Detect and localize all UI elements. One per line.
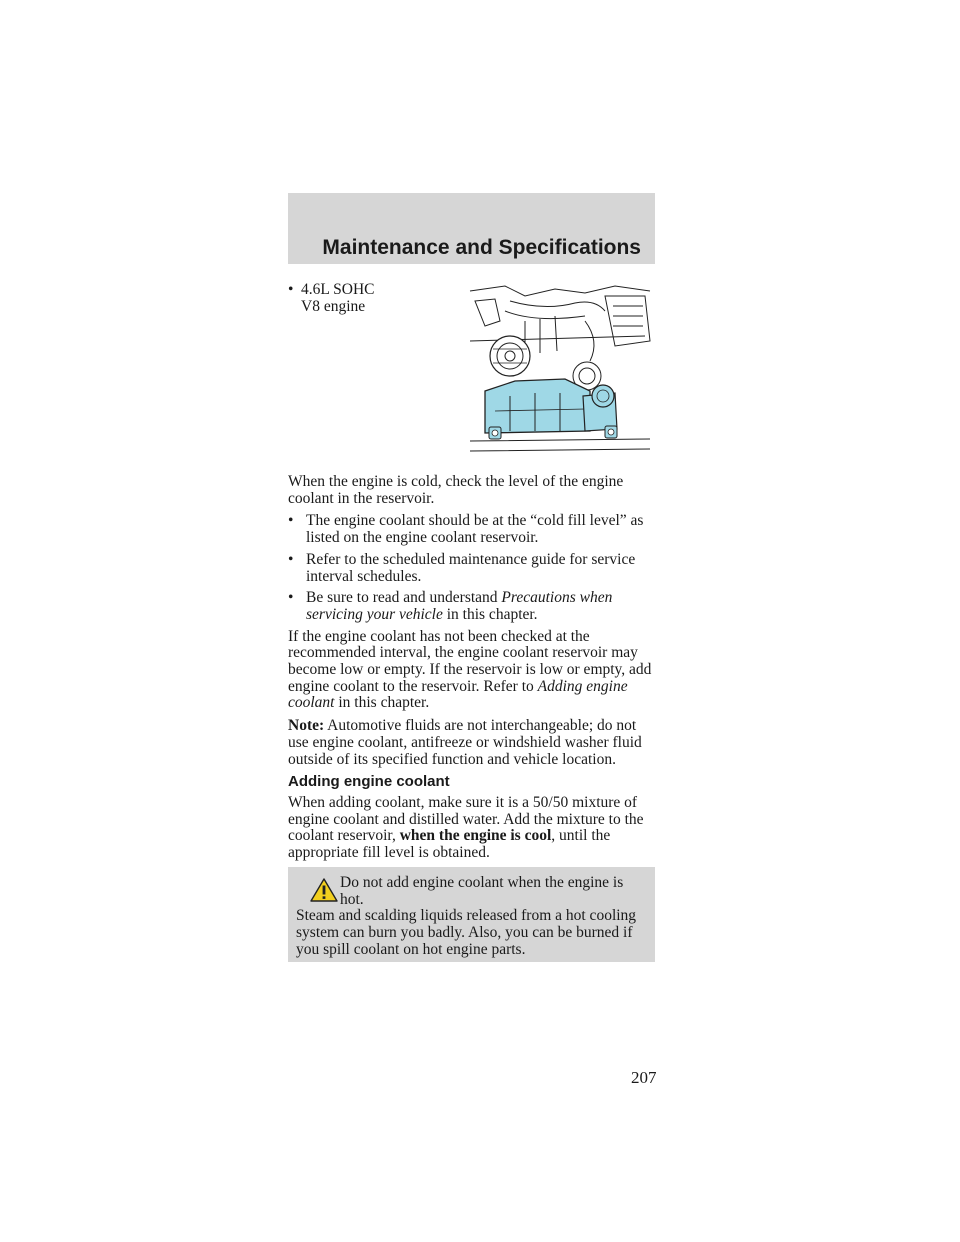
bullet-text: Be sure to read and understand bbox=[306, 589, 502, 607]
bullet-dot: • bbox=[288, 589, 294, 607]
paragraph-suffix: in this chapter. bbox=[334, 694, 430, 712]
body-text bbox=[288, 474, 655, 868]
low-coolant-paragraph bbox=[288, 629, 655, 713]
section-header bbox=[288, 193, 655, 264]
warning-rest: Steam and scalding liquids released from a hot cooling system can burn you badly. Also, you can be burned if you spill coolant on hot engine parts. bbox=[296, 907, 637, 958]
list-item bbox=[288, 513, 655, 546]
bullet-dot: • bbox=[288, 550, 294, 568]
note-paragraph bbox=[288, 718, 655, 768]
list-item bbox=[288, 590, 655, 623]
bullet-dot: • bbox=[288, 512, 294, 530]
cross-reference: Precautions when servicing your vehicle bbox=[306, 589, 613, 623]
paragraph-text: When adding coolant, make sure it is a 50/50 mixture of engine coolant and distilled water. Add the mixture to the coolant reservoir, bbox=[288, 793, 644, 845]
warning-box bbox=[288, 867, 655, 962]
paragraph-text: If the engine coolant has not been checked at the recommended interval, the engine coolant reservoir may become low or empty. If the reservoir is low or empty, add engine coolant to the reservoir. Refer to bbox=[288, 627, 652, 695]
section-title: Maintenance and Specifications bbox=[322, 236, 641, 259]
cross-reference: Adding engine coolant bbox=[288, 677, 628, 712]
bullet-text: Refer to the scheduled maintenance guide for service interval schedules. bbox=[306, 550, 636, 585]
warning-first-line: Do not add engine coolant when the engine is hot. bbox=[340, 874, 624, 908]
intro-paragraph: When the engine is cold, check the level of the engine coolant in the reservoir. bbox=[288, 473, 624, 507]
paragraph-suffix: , until the appropriate fill level is obtained. bbox=[288, 827, 611, 862]
engine-label: 4.6L SOHC V8 engine bbox=[301, 281, 375, 315]
engine-item bbox=[288, 281, 458, 320]
subheading: Adding engine coolant bbox=[288, 773, 450, 791]
bullet-text: The engine coolant should be at the “cold fill level” as listed on the engine coolant reservoir. bbox=[306, 512, 644, 547]
note-text: Automotive fluids are not interchangeable; do not use engine coolant, antifreeze or windshield washer fluid outside of its specified function and vehicle location. bbox=[288, 717, 642, 768]
note-label: Note: bbox=[288, 717, 325, 735]
emphasis: when the engine is cool bbox=[399, 827, 552, 845]
engine-coolant-reservoir-illustration bbox=[465, 281, 655, 461]
list-item bbox=[288, 552, 655, 585]
adding-coolant-paragraph bbox=[288, 795, 655, 862]
bullet-dot: • bbox=[288, 281, 294, 298]
warning-text bbox=[296, 875, 648, 959]
page-number: 207 bbox=[631, 1068, 657, 1087]
bullet-text-suffix: in this chapter. bbox=[442, 605, 538, 623]
